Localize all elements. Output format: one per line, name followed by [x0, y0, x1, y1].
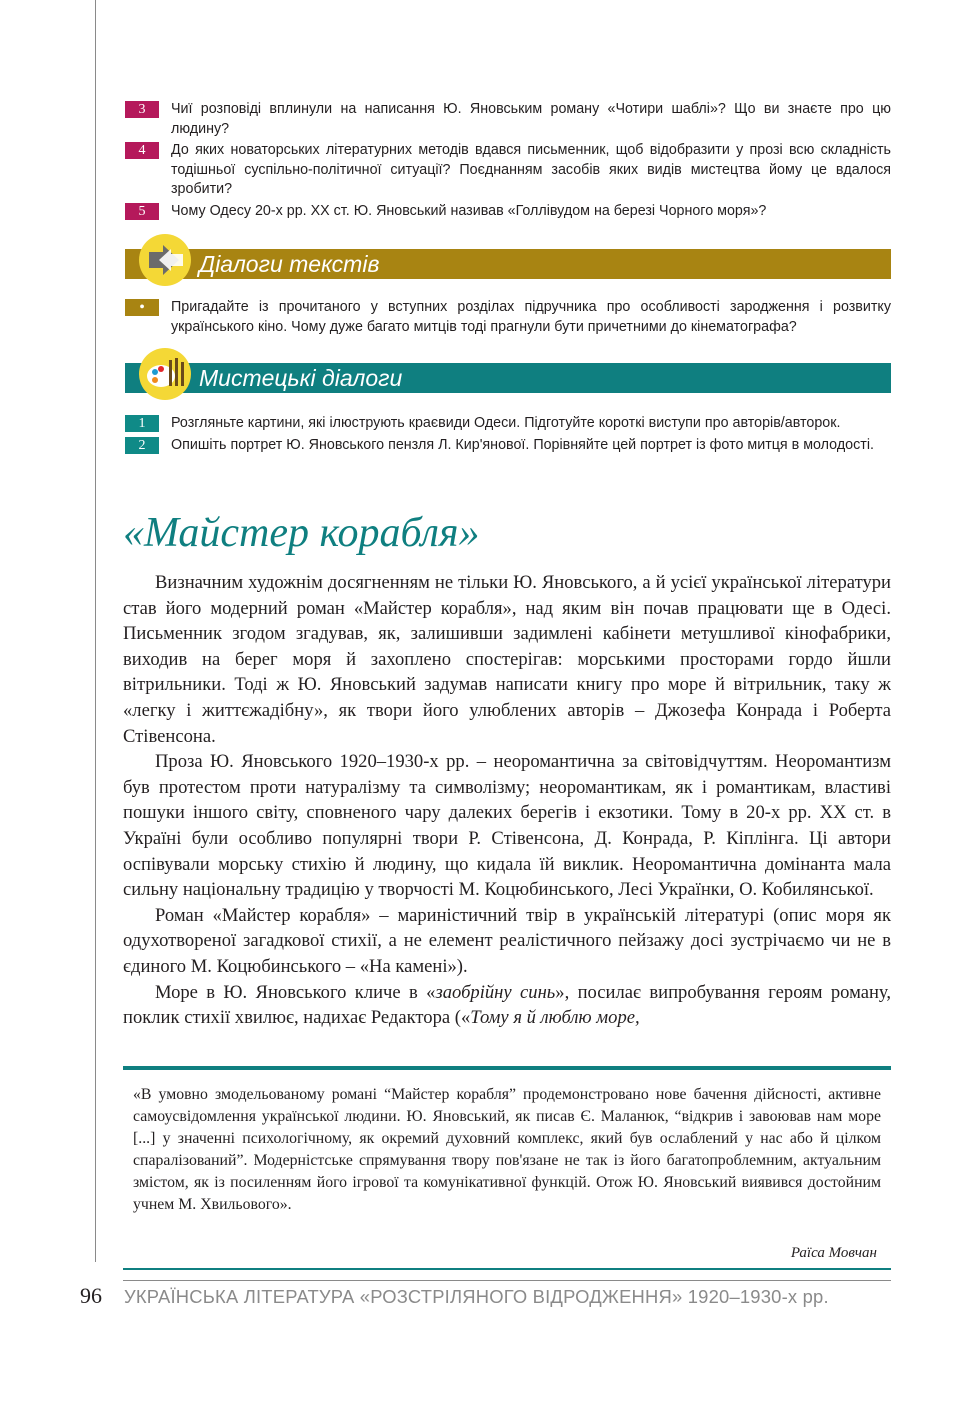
quote-author: Раїса Мовчан	[790, 1245, 877, 1261]
list-item	[125, 298, 891, 337]
question-text: Чиї розповіді вплинули на написання Ю. Яновським роману «Чотири шаблі»? Що ви знаєте про цю людину?	[171, 101, 891, 137]
task-number: 1	[125, 415, 159, 432]
paragraph: Визначним художнім досягненням не тільки Ю. Яновського, а й усієї української літератури став його модерний роман «Майстер корабля», над яким він почав працювати ще в Одесі. Письменник згодом згадував, як, залишивши задимлені кабінети метушливої кінофабрики, виходив на берег моря й захоплено спостерігав: морськими просторами гордо йшли вітрильники. Тоді ж Ю. Яновський задумав написати книгу про море й вітрильник, таку ж «легку і життєжадібну», як твори його улюблених авторів – Джозефа Конрада і Роберта Стівенсона.	[123, 572, 891, 747]
chapter-heading: «Майстер корабля»	[123, 510, 480, 556]
footer-divider	[123, 1280, 891, 1281]
italic-run: Тому я й люблю море,	[470, 1007, 640, 1029]
italic-run: заобрійну синь	[435, 981, 556, 1003]
paragraph	[123, 980, 891, 1031]
task-text: Розгляньте картини, які ілюструють краєвиди Одеси. Підготуйте короткі виступи про авторів/авторок.	[171, 415, 841, 431]
questions-list	[125, 100, 891, 224]
task-text: Опишіть портрет Ю. Яновського пензля Л. Кир'янової. Порівняйте цей портрет із фото митця в молодості.	[171, 436, 874, 453]
palette-brushes-icon	[139, 348, 191, 400]
art-tasks	[125, 414, 891, 457]
quote-box	[123, 1066, 891, 1270]
question-number: 5	[125, 203, 159, 220]
paragraph: Проза Ю. Яновського 1920–1930-х рр. – неоромантична за світовідчуттям. Неоромантизм був протестом проти натуралізму та символізму; неоромантикам, як і романтикам, властиві пошуки іншого світу, сповненого чару далеких берегів і екзотики. Тому в 20-х рр. ХХ ст. в Україні були особливо популярні твори Р. Стівенсона, Д. Конрада, Р. Кіплінга. Ці автори оспівували морську стихію й людину, що кидала їй виклик. Неоромантична домінанта мала сильну національну традицію у творчості М. Коцюбинського, Лесі Українки, О. Кобилянської.	[123, 751, 891, 901]
list-item	[125, 414, 891, 434]
question-number: 3	[125, 101, 159, 118]
task-number: 2	[125, 437, 159, 454]
list-item	[125, 436, 891, 456]
task-text: Пригадайте із прочитаного у вступних розділах підручника про особливості зародження і розвитку українського кіно. Чому дуже багато митців тоді прагнули бути причетними до кінематографа?	[171, 299, 891, 335]
question-text: Чому Одесу 20-х рр. ХХ ст. Ю. Яновський називав «Голлівудом на березі Чорного моря»?	[171, 202, 767, 219]
dialogs-task	[125, 298, 891, 339]
question-number: 4	[125, 142, 159, 159]
bullet-marker: •	[125, 299, 159, 316]
text-run: Море в Ю. Яновського кличе в «	[155, 981, 436, 1003]
margin-line	[95, 0, 96, 1262]
question-text: До яких новаторських літературних методів вдався письменник, щоб відобразити у прозі всю складність тодішньої суспільно-політичної ситуації? Поєднанням засобів яких видів мистецтва йому це вдалося зробити?	[171, 142, 891, 198]
question-item	[125, 202, 891, 222]
quote-text: «В умовно змодельованому романі “Майстер корабля” продемонстровано нове бачення дійсності, активне самоусвідомлення української людини. Ю. Яновський, як писав Є. Маланюк, “відкрив і завоював нам море [...] у значенні психологічному, як окремий духовний комплекс, який був ослаблений у нас або й цілком спаралізований”. Модерністське спрямування твору пов'язане не так із його багатопроблемним, актуальним змістом, як із посиленням його ігрової та комунікативної функцій. Отож Ю. Яновський виявився достойним учнем М. Хвильового».	[133, 1086, 881, 1213]
section-banner-dialogs	[125, 249, 891, 279]
paragraph: Роман «Майстер корабля» – мариністичний твір в українській літературі (опис моря як одухотвореної загадкової стихії, а не елемент реалістичного пейзажу досі зустрічаємо чи не в єдиного М. Коцюбинського – «На камені»).	[123, 904, 891, 977]
banner-title: Мистецькі діалоги	[199, 365, 403, 391]
section-banner-art	[125, 363, 891, 393]
banner-title: Діалоги текстів	[199, 251, 380, 277]
page-number: 96	[80, 1283, 102, 1308]
text-run: », посилає випробування героям роману, поклик стихії хвилює, надихає Редактора («	[123, 981, 892, 1029]
body-text	[123, 570, 891, 1031]
question-item	[125, 100, 891, 139]
running-head: УКРАЇНСЬКА ЛІТЕРАТУРА «РОЗСТРІЛЯНОГО ВІДРОДЖЕННЯ» 1920–1930-х рр.	[124, 1286, 829, 1307]
question-item	[125, 141, 891, 200]
arrows-dialog-icon	[139, 234, 191, 286]
